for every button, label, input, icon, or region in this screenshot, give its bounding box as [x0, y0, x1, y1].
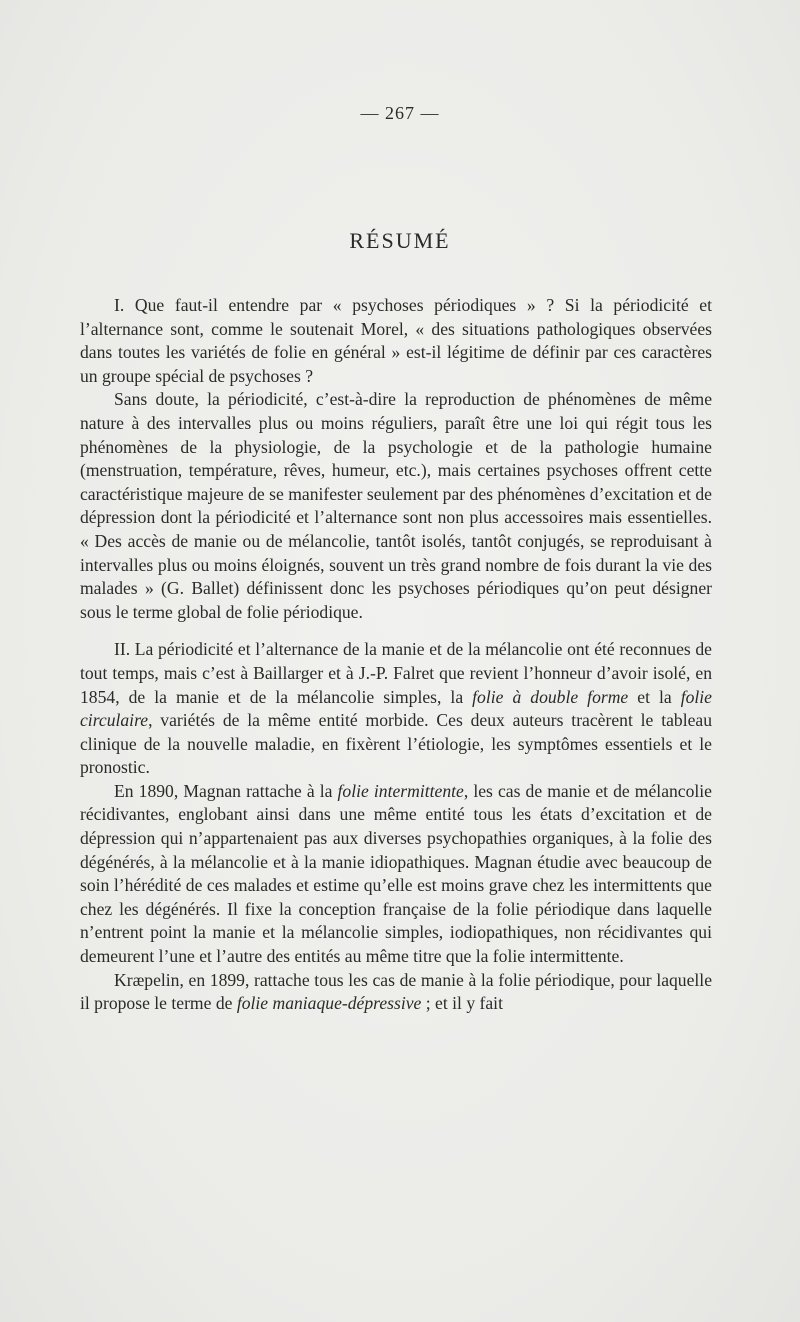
text-run: Kræpelin, en 1899, rattache tous les cas de manie à la folie périodique, pour laquelle il propose le terme de [80, 969, 712, 1014]
text-run: , variétés de la même entité morbide. Ces deux auteurs tracèrent le tableau clinique de la nouvelle maladie, en fixèrent l’étiologie, les symptômes essentiels et le pronostic. [80, 710, 712, 778]
paragraph [80, 294, 712, 388]
text-run: ; et il y fait [421, 993, 503, 1014]
page-number: — 267 — [360, 103, 440, 123]
italic-term: folie à double forme [472, 686, 629, 707]
paragraph [80, 780, 712, 969]
text-run: En 1890, Magnan rattache à la [114, 780, 338, 801]
section-heading: RÉSUMÉ [349, 228, 451, 253]
text-run: et la [628, 686, 681, 707]
text-run: Sans doute, la périodicité, c’est-à-dire la reproduction de phénomènes de même nature à des intervalles plus ou moins réguliers, paraît être une loi qui régit tous les phénomènes de la physiologie, de la psychologie et de la pathologie humaine (menstruation, température, rêves, humeur, etc.), mais certaines psychoses offrent cette caractéristique majeure de se manifester seulement par des phénomènes d’excitation et de dépression dont la périodicité et l’alternance sont non plus accessoires mais essentielles. « Des accès de manie ou de mélancolie, tantôt isolés, tantôt conjugés, se reproduisant à intervalles plus ou moins éloignés, souvent un très grand nombre de fois durant la vie des malades » (G. Ballet) définissent donc les psychoses périodiques qu’on peut désigner sous le terme global de folie périodique. [80, 389, 712, 622]
paragraph [80, 969, 712, 1016]
italic-term: folie circulaire [80, 686, 712, 731]
paragraph [80, 638, 712, 780]
text-run: I. Que faut-il entendre par « psychoses périodiques » ? Si la périodicité et l’alternance sont, comme le soutenait Morel, « des situations pathologiques observées dans toutes les variétés de folie en général » est-il légitime de définir par ces caractères un groupe spécial de psychoses ? [80, 295, 712, 386]
body-text [80, 294, 712, 1016]
text-run: , les cas de manie et de mélancolie récidivantes, englobant ainsi dans une même entité tous les états d’excitation et de dépression qui n’appartenaient pas aux diverses psychopathies organiques, à la folie des dégénérés, à la mélancolie et à la manie idiopathiques. Magnan étudie avec beaucoup de soin l’hérédité de ces malades et estime qu’elle est moins grave chez les intermittents que chez les dégénérés. Il fixe la conception française de la folie périodique dans laquelle n’entrent point la manie et la mélancolie simples, iodiopathiques, non récidivantes qui demeurent l’une et l’autre des entités au même titre que la folie intermittente. [80, 780, 712, 967]
italic-term: folie maniaque-dépressive [236, 993, 422, 1014]
italic-term: folie intermittente [337, 780, 464, 801]
paragraph [80, 388, 712, 624]
text-run: II. La périodicité et l’alternance de la manie et de la mélancolie ont été reconnues de tout temps, mais c’est à Baillarger et à J.-P. Falret que revient l’honneur d’avoir isolé, en 1854, de la manie et de la mélancolie simples, la [80, 639, 712, 707]
